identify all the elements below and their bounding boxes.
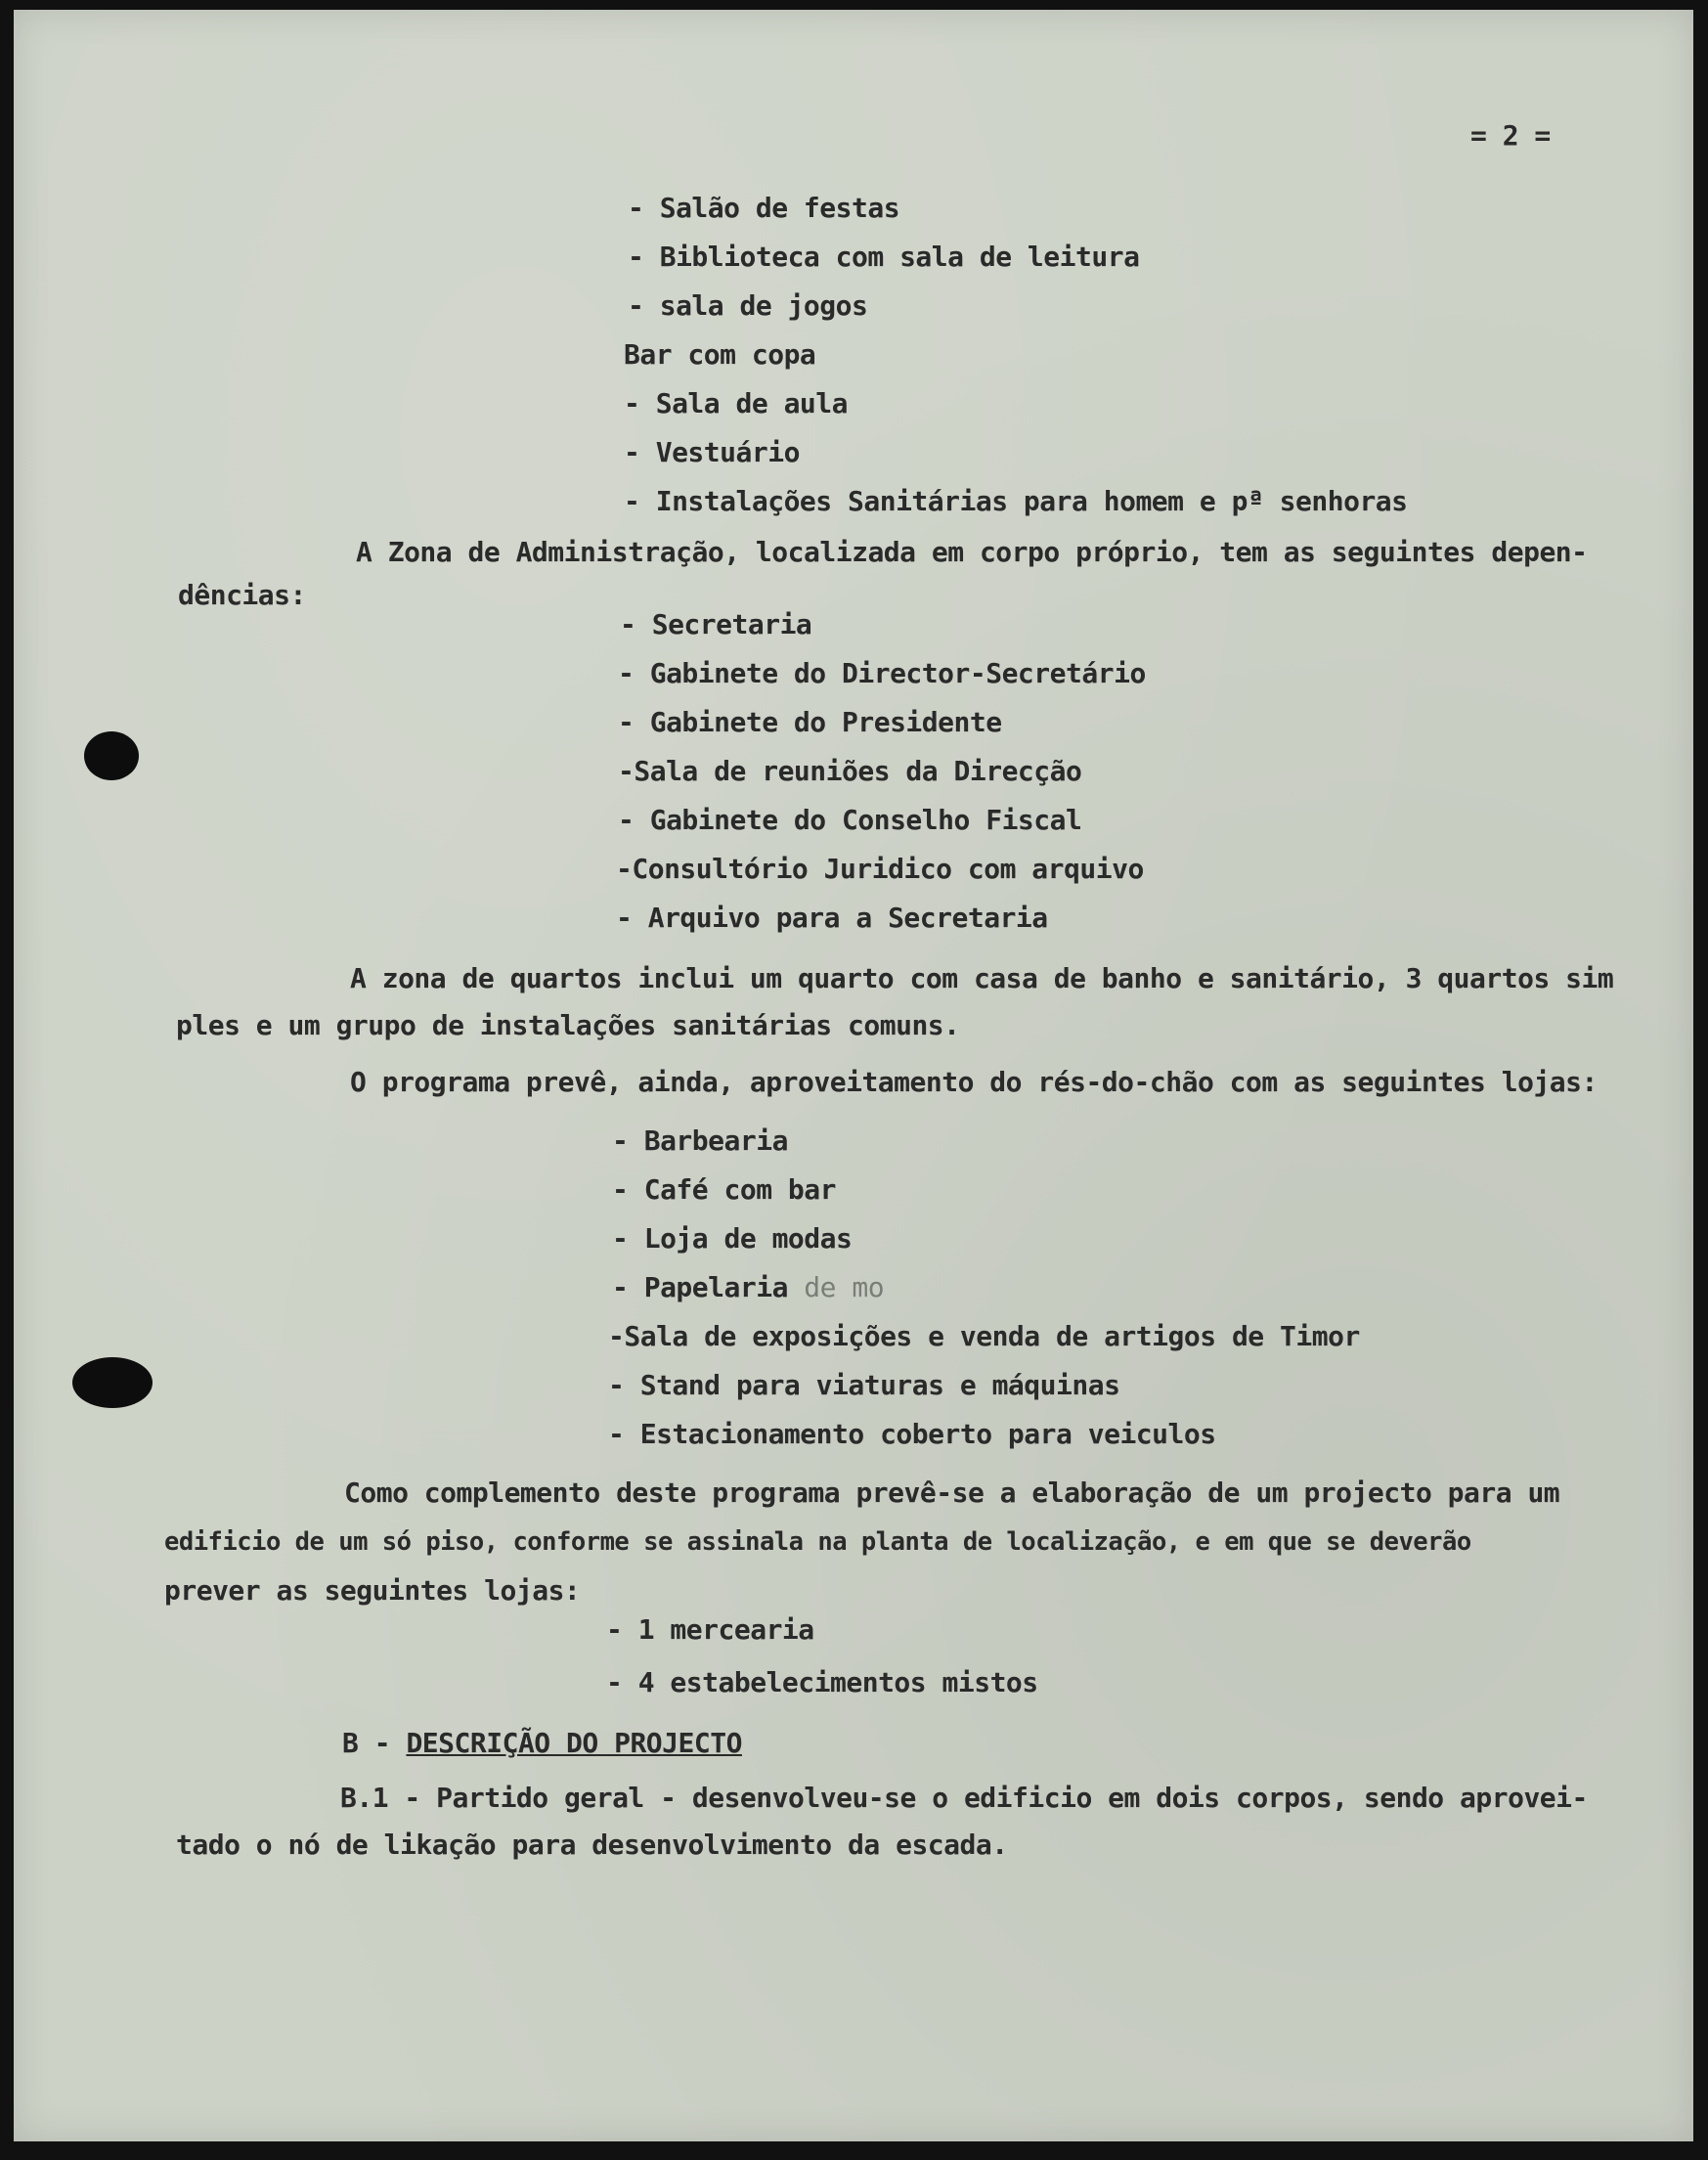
list-item: -Sala de reuniões da Direcção [618, 755, 1082, 787]
section-title: DESCRIÇÃO DO PROJECTO [406, 1727, 742, 1759]
list-item: - Loja de modas [612, 1222, 853, 1255]
faint-note: de mo [804, 1271, 885, 1303]
paragraph-line: A zona de quartos inclui um quarto com casa de banho e sanitário, 3 quartos sim [350, 962, 1614, 994]
list-item: - 4 estabelecimentos mistos [606, 1666, 1038, 1698]
paragraph-line: B.1 - Partido geral - desenvolveu-se o edificio em dois corpos, sendo aprovei- [340, 1782, 1588, 1814]
list-item [612, 1271, 884, 1304]
list-item-text: - Papelaria [612, 1271, 788, 1303]
page-number: = 2 = [1470, 119, 1551, 152]
list-item: - sala de jogos [628, 289, 868, 322]
list-item: - Arquivo para a Secretaria [616, 902, 1048, 934]
list-item: - Gabinete do Director-Secretário [618, 657, 1146, 689]
list-item: - 1 mercearia [606, 1613, 814, 1646]
punch-hole-bottom [72, 1357, 153, 1408]
punch-hole-top [84, 731, 139, 780]
paragraph-line: tado o nó de likação para desenvolvimento da escada. [176, 1829, 1008, 1861]
list-item: - Biblioteca com sala de leitura [628, 241, 1140, 273]
paragraph-line: dências: [178, 579, 306, 611]
document-page [14, 10, 1693, 2141]
list-item: -Consultório Juridico com arquivo [616, 853, 1144, 885]
list-item: -Sala de exposições e venda de artigos de Timor [608, 1320, 1360, 1352]
list-item: - Secretaria [620, 608, 812, 640]
section-heading [342, 1727, 742, 1760]
paragraph-line: O programa prevê, ainda, aproveitamento do rés-do-chão com as seguintes lojas: [350, 1066, 1598, 1098]
list-item: - Café com bar [612, 1173, 837, 1206]
paragraph-line: A Zona de Administração, localizada em corpo próprio, tem as seguintes depen- [356, 536, 1588, 568]
paragraph-line: prever as seguintes lojas: [164, 1574, 581, 1607]
section-letter: B - [342, 1727, 407, 1759]
list-item: Bar com copa [624, 338, 816, 371]
list-item: - Gabinete do Presidente [618, 706, 1002, 738]
list-item: - Instalações Sanitárias para homem e pª senhoras [624, 485, 1408, 517]
list-item: - Barbearia [612, 1124, 788, 1157]
paragraph-line: ples e um grupo de instalações sanitárias comuns. [176, 1009, 960, 1041]
list-item: - Sala de aula [624, 387, 849, 419]
list-item: - Vestuário [624, 436, 800, 468]
list-item: - Salão de festas [628, 192, 900, 224]
list-item: - Estacionamento coberto para veiculos [608, 1418, 1216, 1450]
list-item: - Gabinete do Conselho Fiscal [618, 804, 1082, 836]
paragraph-line: edificio de um só piso, conforme se assinala na planta de localização, e em que se deverão [164, 1527, 1471, 1557]
list-item: - Stand para viaturas e máquinas [608, 1369, 1120, 1401]
paragraph-line: Como complemento deste programa prevê-se a elaboração de um projecto para um [344, 1477, 1560, 1509]
